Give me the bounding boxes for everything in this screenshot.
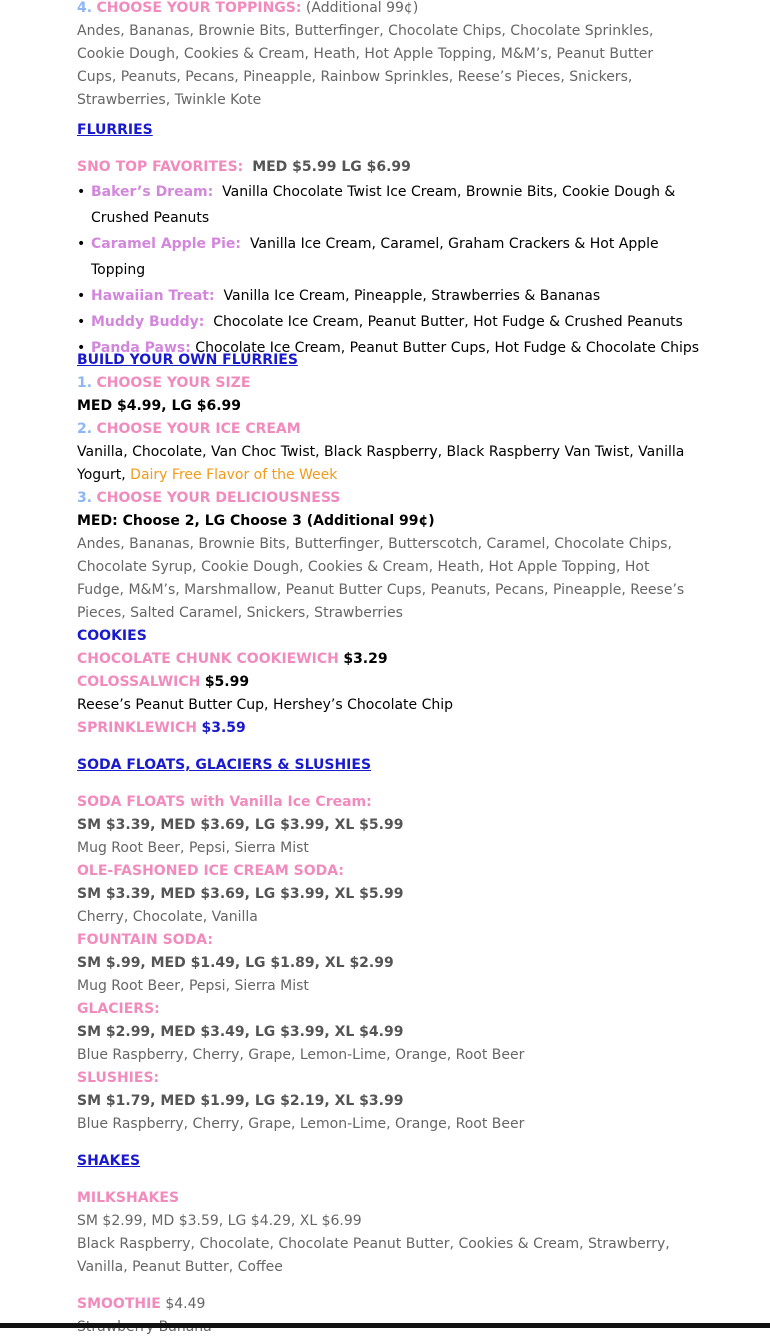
soda-section-prices: SM $3.39, MED $3.69, LG $3.99, XL $5.99 xyxy=(77,817,404,833)
soda-section-flavors: Mug Root Beer, Pepsi, Sierra Mist xyxy=(77,840,309,856)
sprinklewich-label: SPRINKLEWICH xyxy=(77,720,198,736)
step-title: CHOOSE YOUR DELICIOUSNESS xyxy=(96,490,341,506)
soda-section-title: GLACIERS: xyxy=(77,1001,160,1017)
list-item xyxy=(91,179,701,231)
soda-section-flavors: Mug Root Beer, Pepsi, Sierra Mist xyxy=(77,978,309,994)
step-number: 2. xyxy=(77,421,93,437)
colossalwich-flavors: Reese’s Peanut Butter Cup, Hershey’s Chocolate Chip xyxy=(77,697,454,713)
smoothie-row xyxy=(77,1293,205,1316)
cookiewich-row xyxy=(77,648,388,671)
toppings-list: Andes, Bananas, Brownie Bits, Butterfinger, Chocolate Chips, Chocolate Sprinkles, Cookie Dough, Cookies & Cream, Heath, Hot Apple Topping, M&M’s, Peanut Butter Cups, Peanuts, Pecans, Pineapple, Rainbow Sprinkles, Reese’s Pieces, Snickers, Strawberries, Twinkle Kote xyxy=(77,23,654,108)
shakes-heading[interactable] xyxy=(77,1150,140,1173)
shakes-heading-link[interactable]: SHAKES xyxy=(77,1153,141,1169)
choose-rule: MED: Choose 2, LG Choose 3 (Additional 99¢) xyxy=(77,513,435,529)
flavor-desc: Chocolate Ice Cream, Peanut Butter Cups, Hot Fudge & Chocolate Chips xyxy=(195,340,700,356)
cookiewich-label: CHOCOLATE CHUNK COOKIEWICH xyxy=(77,651,339,667)
soda-section-title: SODA FLOATS with Vanilla Ice Cream: xyxy=(77,794,372,810)
soda-section-flavors: Blue Raspberry, Cherry, Grape, Lemon-Lime, Orange, Root Beer xyxy=(77,1047,525,1063)
flavors-list: Vanilla, Chocolate, Van Choc Twist, Black Raspberry, Black Raspberry Van Twist, Vanilla Yogurt, xyxy=(77,444,685,483)
favorites-label: SNO TOP FAVORITES: xyxy=(77,159,244,175)
soda-section-prices: SM $1.79, MED $1.99, LG $2.19, XL $3.99 xyxy=(77,1093,404,1109)
step-number: 4. xyxy=(77,0,93,16)
list-item xyxy=(91,231,701,283)
flavor-desc: Vanilla Chocolate Twist Ice Cream, Brownie Bits, Cookie Dough & Crushed Peanuts xyxy=(91,184,676,226)
milkshakes-prices: SM $2.99, MD $3.59, LG $4.29, XL $6.99 xyxy=(77,1213,362,1229)
soda-section-title: FOUNTAIN SODA: xyxy=(77,932,213,948)
milkshakes-flavors: Black Raspberry, Chocolate, Chocolate Peanut Butter, Cookies & Cream, Strawberry, Vanilla, Peanut Butter, Coffee xyxy=(77,1236,670,1275)
build-step-1 xyxy=(77,372,250,395)
sprinklewich-row xyxy=(77,717,246,740)
soda-section-prices: SM $.99, MED $1.49, LG $1.89, XL $2.99 xyxy=(77,955,394,971)
soda-section-title: OLE-FASHONED ICE CREAM SODA: xyxy=(77,863,344,879)
flavor-name: Caramel Apple Pie: xyxy=(91,236,242,252)
toppings-additional: (Additional 99¢) xyxy=(305,0,419,16)
soda-section-flavors: Blue Raspberry, Cherry, Grape, Lemon-Lime, Orange, Root Beer xyxy=(77,1116,525,1132)
colossalwich-label: COLOSSALWICH xyxy=(77,674,201,690)
soda-section-prices: SM $2.99, MED $3.49, LG $3.99, XL $4.99 xyxy=(77,1024,404,1040)
flurries-heading-link[interactable]: FLURRIES xyxy=(77,122,153,138)
build-heading-link[interactable]: BUILD YOUR OWN FLURRIES xyxy=(77,352,298,368)
sprinklewich-price: $3.59 xyxy=(201,720,246,736)
deliciousness-list: Andes, Bananas, Brownie Bits, Butterfinger, Butterscotch, Caramel, Chocolate Chips, Chocolate Syrup, Cookie Dough, Cookies & Cream, Heath, Hot Apple Topping, Hot Fudge, M&M’s, Marshmallow, Peanut Butter Cups, Peanuts, Pecans, Pineapple, Reese’s Pieces, Salted Caramel, Snickers, Strawberries xyxy=(77,536,685,621)
soda-section-flavors: Cherry, Chocolate, Vanilla xyxy=(77,909,258,925)
colossalwich-price: $5.99 xyxy=(204,674,250,690)
smoothie-label: SMOOTHIE xyxy=(77,1296,161,1312)
build-step-2 xyxy=(77,418,301,441)
toppings-step xyxy=(77,0,418,20)
sno-top-favorites xyxy=(77,156,411,179)
flavor-name: Baker’s Dream: xyxy=(91,184,214,200)
cookiewich-price: $3.29 xyxy=(343,651,388,667)
bottom-scroll-bar xyxy=(0,1323,770,1328)
soda-heading-link[interactable]: SODA FLOATS, GLACIERS & SLUSHIES xyxy=(77,757,372,773)
list-item xyxy=(91,283,701,309)
soda-heading[interactable] xyxy=(77,754,371,777)
colossalwich-row xyxy=(77,671,249,694)
flavor-desc: Chocolate Ice Cream, Peanut Butter, Hot Fudge & Crushed Peanuts xyxy=(213,314,683,330)
build-step-3 xyxy=(77,487,340,510)
soda-section-title: SLUSHIES: xyxy=(77,1070,160,1086)
soda-section-prices: SM $3.39, MED $3.69, LG $3.99, XL $5.99 xyxy=(77,886,404,902)
flavor-desc: Vanilla Ice Cream, Caramel, Graham Crackers & Hot Apple Topping xyxy=(91,236,659,278)
build-heading[interactable] xyxy=(77,349,298,372)
flurries-heading[interactable] xyxy=(77,119,153,142)
step-number: 3. xyxy=(77,490,93,506)
step-title: CHOOSE YOUR ICE CREAM xyxy=(96,421,301,437)
smoothie-price: $4.49 xyxy=(165,1296,206,1312)
favorites-price: MED $5.99 LG $6.99 xyxy=(252,159,411,175)
step-number: 1. xyxy=(77,375,93,391)
step-title: CHOOSE YOUR SIZE xyxy=(96,375,251,391)
dairy-free-note: Dairy Free Flavor of the Week xyxy=(130,467,338,483)
flavor-name: Panda Paws: xyxy=(91,340,191,356)
cookies-heading: COOKIES xyxy=(77,628,147,644)
flavor-name: Hawaiian Treat: xyxy=(91,288,215,304)
build-sizes: MED $4.99, LG $6.99 xyxy=(77,398,242,414)
list-item xyxy=(91,309,701,335)
favorites-list xyxy=(77,179,701,361)
milkshakes-label: MILKSHAKES xyxy=(77,1190,180,1206)
flavor-desc: Vanilla Ice Cream, Pineapple, Strawberries & Bananas xyxy=(223,288,601,304)
step-title: CHOOSE YOUR TOPPINGS: xyxy=(96,0,302,16)
flavor-name: Muddy Buddy: xyxy=(91,314,205,330)
build-flavors xyxy=(77,441,692,487)
